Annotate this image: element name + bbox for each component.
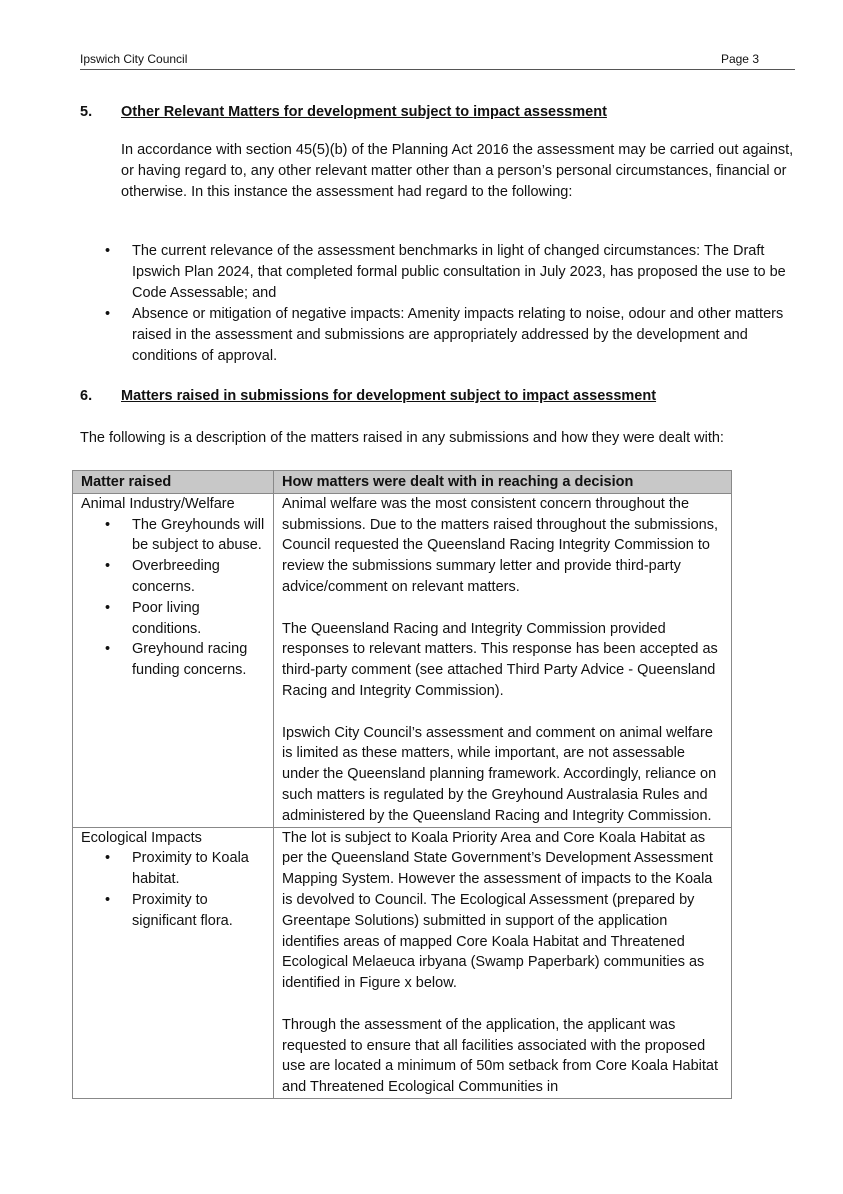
matter-points [81, 848, 267, 931]
matter-point: • Overbreeding concerns. [81, 556, 267, 598]
section-5-bullet-list [80, 241, 800, 367]
matter-title: Ecological Impacts [81, 829, 202, 846]
table-header-row [73, 471, 732, 494]
matter-point: • The Greyhounds will be subject to abuse. [81, 515, 267, 557]
response-cell [274, 827, 732, 1098]
response-paragraph: Ipswich City Council’s assessment and comment on animal welfare is limited as these matters, while important, are not assessable under the Queensland planning framework. Accordingly, reliance on such matters is regulated by the Greyhound Australasia Rules and administered by the Queensland Racing and Integrity Commission. [282, 724, 717, 824]
table-row [73, 493, 732, 827]
section-6-title: Matters raised in submissions for development subject to impact assessment [121, 388, 657, 404]
matter-point: • Poor living conditions. [81, 598, 267, 640]
matter-points [81, 515, 267, 681]
bullet-item: • Absence or mitigation of negative impacts: Amenity impacts relating to noise, odour and other matters raised in the assessment and submissions are appropriately addressed by the development and conditions of approval. [80, 304, 800, 367]
table-row [73, 827, 732, 1098]
section-6-number: 6. [80, 388, 93, 404]
response-paragraph: Animal welfare was the most consistent concern throughout the submissions. Due to the matters raised throughout the submissions, Council requested the Queensland Racing Integrity Commission to review the submissions summary letter and provide third-party advice/comment on relevant matters. [282, 495, 719, 595]
column-header-matter: Matter raised [73, 471, 274, 494]
matter-point: • Proximity to Koala habitat. [81, 848, 267, 890]
response-paragraph: The lot is subject to Koala Priority Area and Core Koala Habitat as per the Queensland State Government’s Development Assessment Mapping System. However the assessment of impacts to the Koala is devolved to Council. The Ecological Assessment (prepared by Greentape Solutions) submitted in support of the application identifies areas of mapped Core Koala Habitat and Threatened Ecological Melaeuca irbyana (Swamp Paperbark) communities as identified in Figure x below. [282, 829, 713, 992]
matter-point: • Greyhound racing funding concerns. [81, 639, 267, 681]
column-header-response: How matters were dealt with in reaching a decision [274, 471, 732, 494]
section-5-intro: In accordance with section 45(5)(b) of the Planning Act 2016 the assessment may be carried out against, or having regard to, any other relevant matter other than a person’s personal circumstances, financial or otherwise. In this instance the assessment had regard to the following: [121, 142, 794, 200]
section-6-heading [80, 388, 656, 404]
section-5-heading [80, 104, 607, 120]
response-cell [274, 493, 732, 827]
bullet-item: • The current relevance of the assessment benchmarks in light of changed circumstances: The Draft Ipswich Plan 2024, that completed formal public consultation in July 2023, has proposed the use to be Code Assessable; and [80, 241, 800, 304]
section-6-intro: The following is a description of the matters raised in any submissions and how they were dealt with: [80, 430, 724, 446]
header-organisation: Ipswich City Council [80, 52, 188, 66]
matter-cell [73, 827, 274, 1098]
section-5-number: 5. [80, 104, 93, 120]
matter-point: • Proximity to significant flora. [81, 890, 267, 932]
submissions-table [72, 470, 732, 1099]
section-5-title: Other Relevant Matters for development subject to impact assessment [121, 104, 607, 120]
page-header [80, 50, 795, 70]
response-paragraph: Through the assessment of the application, the applicant was requested to ensure that all facilities associated with the proposed use are located a minimum of 50m setback from Core Koala Habitat and Threatened Ecological Communities in [282, 1016, 719, 1096]
response-paragraph: The Queensland Racing and Integrity Commission provided responses to relevant matters. This response has been accepted as third-party comment (see attached Third Party Advice - Queensland Racing and Integrity Commission). [282, 620, 718, 699]
header-page-number: Page 3 [720, 52, 759, 66]
matter-title: Animal Industry/Welfare [81, 495, 235, 512]
matter-cell [73, 493, 274, 827]
